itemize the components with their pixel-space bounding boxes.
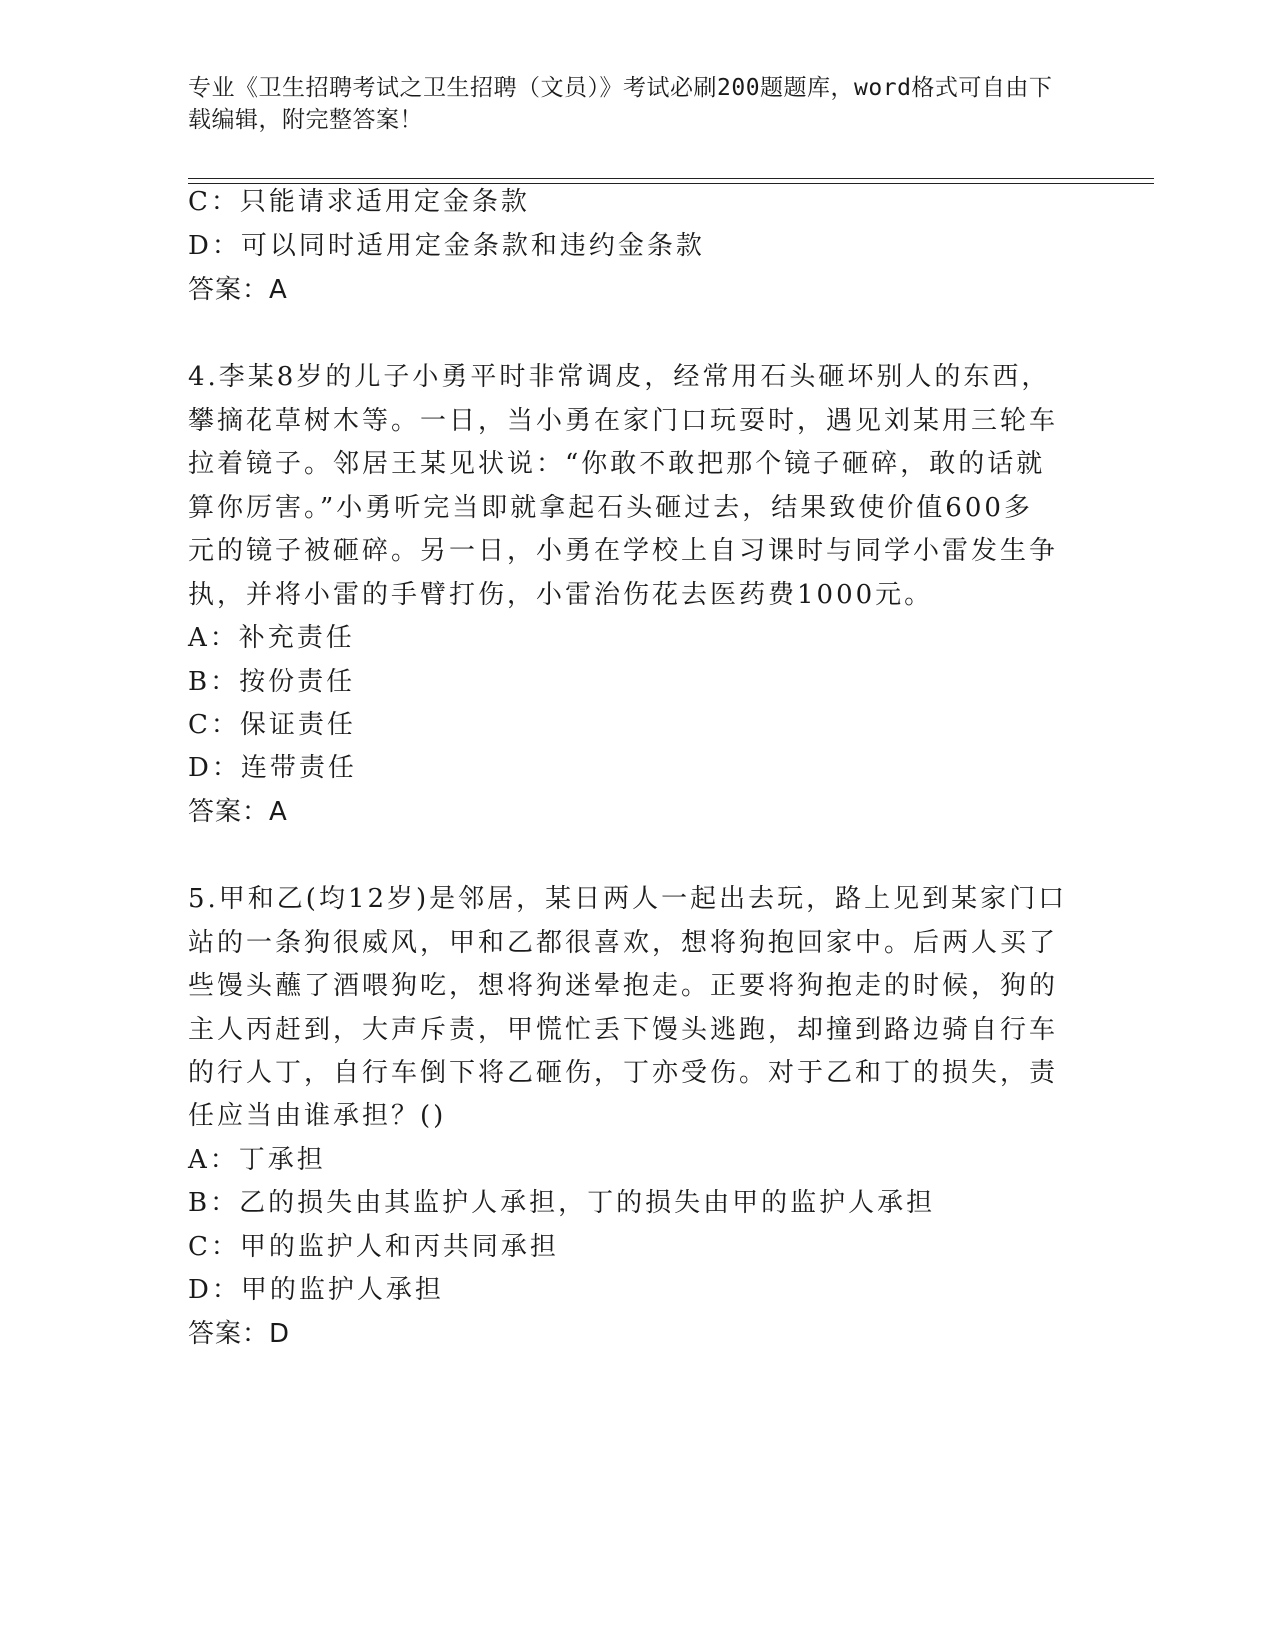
- q5-option-b: B：乙的损失由其监护人承担，丁的损失由甲的监护人承担: [188, 1188, 936, 1218]
- q5-answer: 答案：D: [188, 1319, 291, 1349]
- q4-stem-line-6: 执，并将小雷的手臂打伤，小雷治伤花去医药费1000元。: [188, 580, 934, 610]
- q5-option-d: D：甲的监护人承担: [188, 1275, 444, 1305]
- q5-option-a: A：丁承担: [188, 1145, 326, 1175]
- q4-answer: 答案：A: [188, 797, 288, 827]
- q5-option-c: C：甲的监护人和丙共同承担: [188, 1232, 559, 1262]
- q4-stem-line-3: 拉着镜子。邻居王某见状说：“你敢不敢把那个镜子砸碎，敢的话就: [188, 449, 1046, 479]
- document-header: 专业《卫生招聘考试之卫生招聘（文员）》考试必刷200题题库，word格式可自由下载编辑，附完整答案！: [188, 75, 1053, 133]
- q3-option-d: D：可以同时适用定金条款和违约金条款: [188, 231, 705, 261]
- q4-option-a: A：补充责任: [188, 623, 355, 653]
- q5-stem-line-5: 的行人丁，自行车倒下将乙砸伤，丁亦受伤。对于乙和丁的损失，责: [188, 1058, 1059, 1088]
- q5-stem-line-4: 主人丙赶到，大声斥责，甲慌忙丢下馒头逃跑，却撞到路边骑自行车: [188, 1015, 1059, 1045]
- q3-answer: 答案：A: [188, 275, 288, 305]
- q4-option-c: C：保证责任: [188, 710, 356, 740]
- q5-stem-line-2: 站的一条狗很威风，甲和乙都很喜欢，想将狗抱回家中。后两人买了: [188, 928, 1059, 958]
- q4-option-b: B：按份责任: [188, 667, 356, 697]
- q5-stem-line-3: 些馒头蘸了酒喂狗吃，想将狗迷晕抱走。正要将狗抱走的时候，狗的: [188, 971, 1059, 1001]
- q5-stem-line-6: 任应当由谁承担？(): [188, 1101, 447, 1131]
- q4-option-d: D：连带责任: [188, 753, 357, 783]
- header-rule-top: [188, 178, 1154, 179]
- q3-option-c: C：只能请求适用定金条款: [188, 187, 530, 217]
- q4-stem-line-1: 4.李某8岁的儿子小勇平时非常调皮，经常用石头砸坏别人的东西，: [188, 362, 1051, 392]
- q5-stem-line-1: 5.甲和乙(均12岁)是邻居，某日两人一起出去玩，路上见到某家门口: [188, 884, 1068, 914]
- q4-stem-line-2: 攀摘花草树木等。一日，当小勇在家门口玩耍时，遇见刘某用三轮车: [188, 406, 1059, 436]
- q4-stem-line-5: 元的镜子被砸碎。另一日，小勇在学校上自习课时与同学小雷发生争: [188, 536, 1059, 566]
- q4-stem-line-4: 算你厉害。”小勇听完当即就拿起石头砸过去，结果致使价值600多: [188, 493, 1033, 523]
- header-rule-bottom: [188, 183, 1154, 184]
